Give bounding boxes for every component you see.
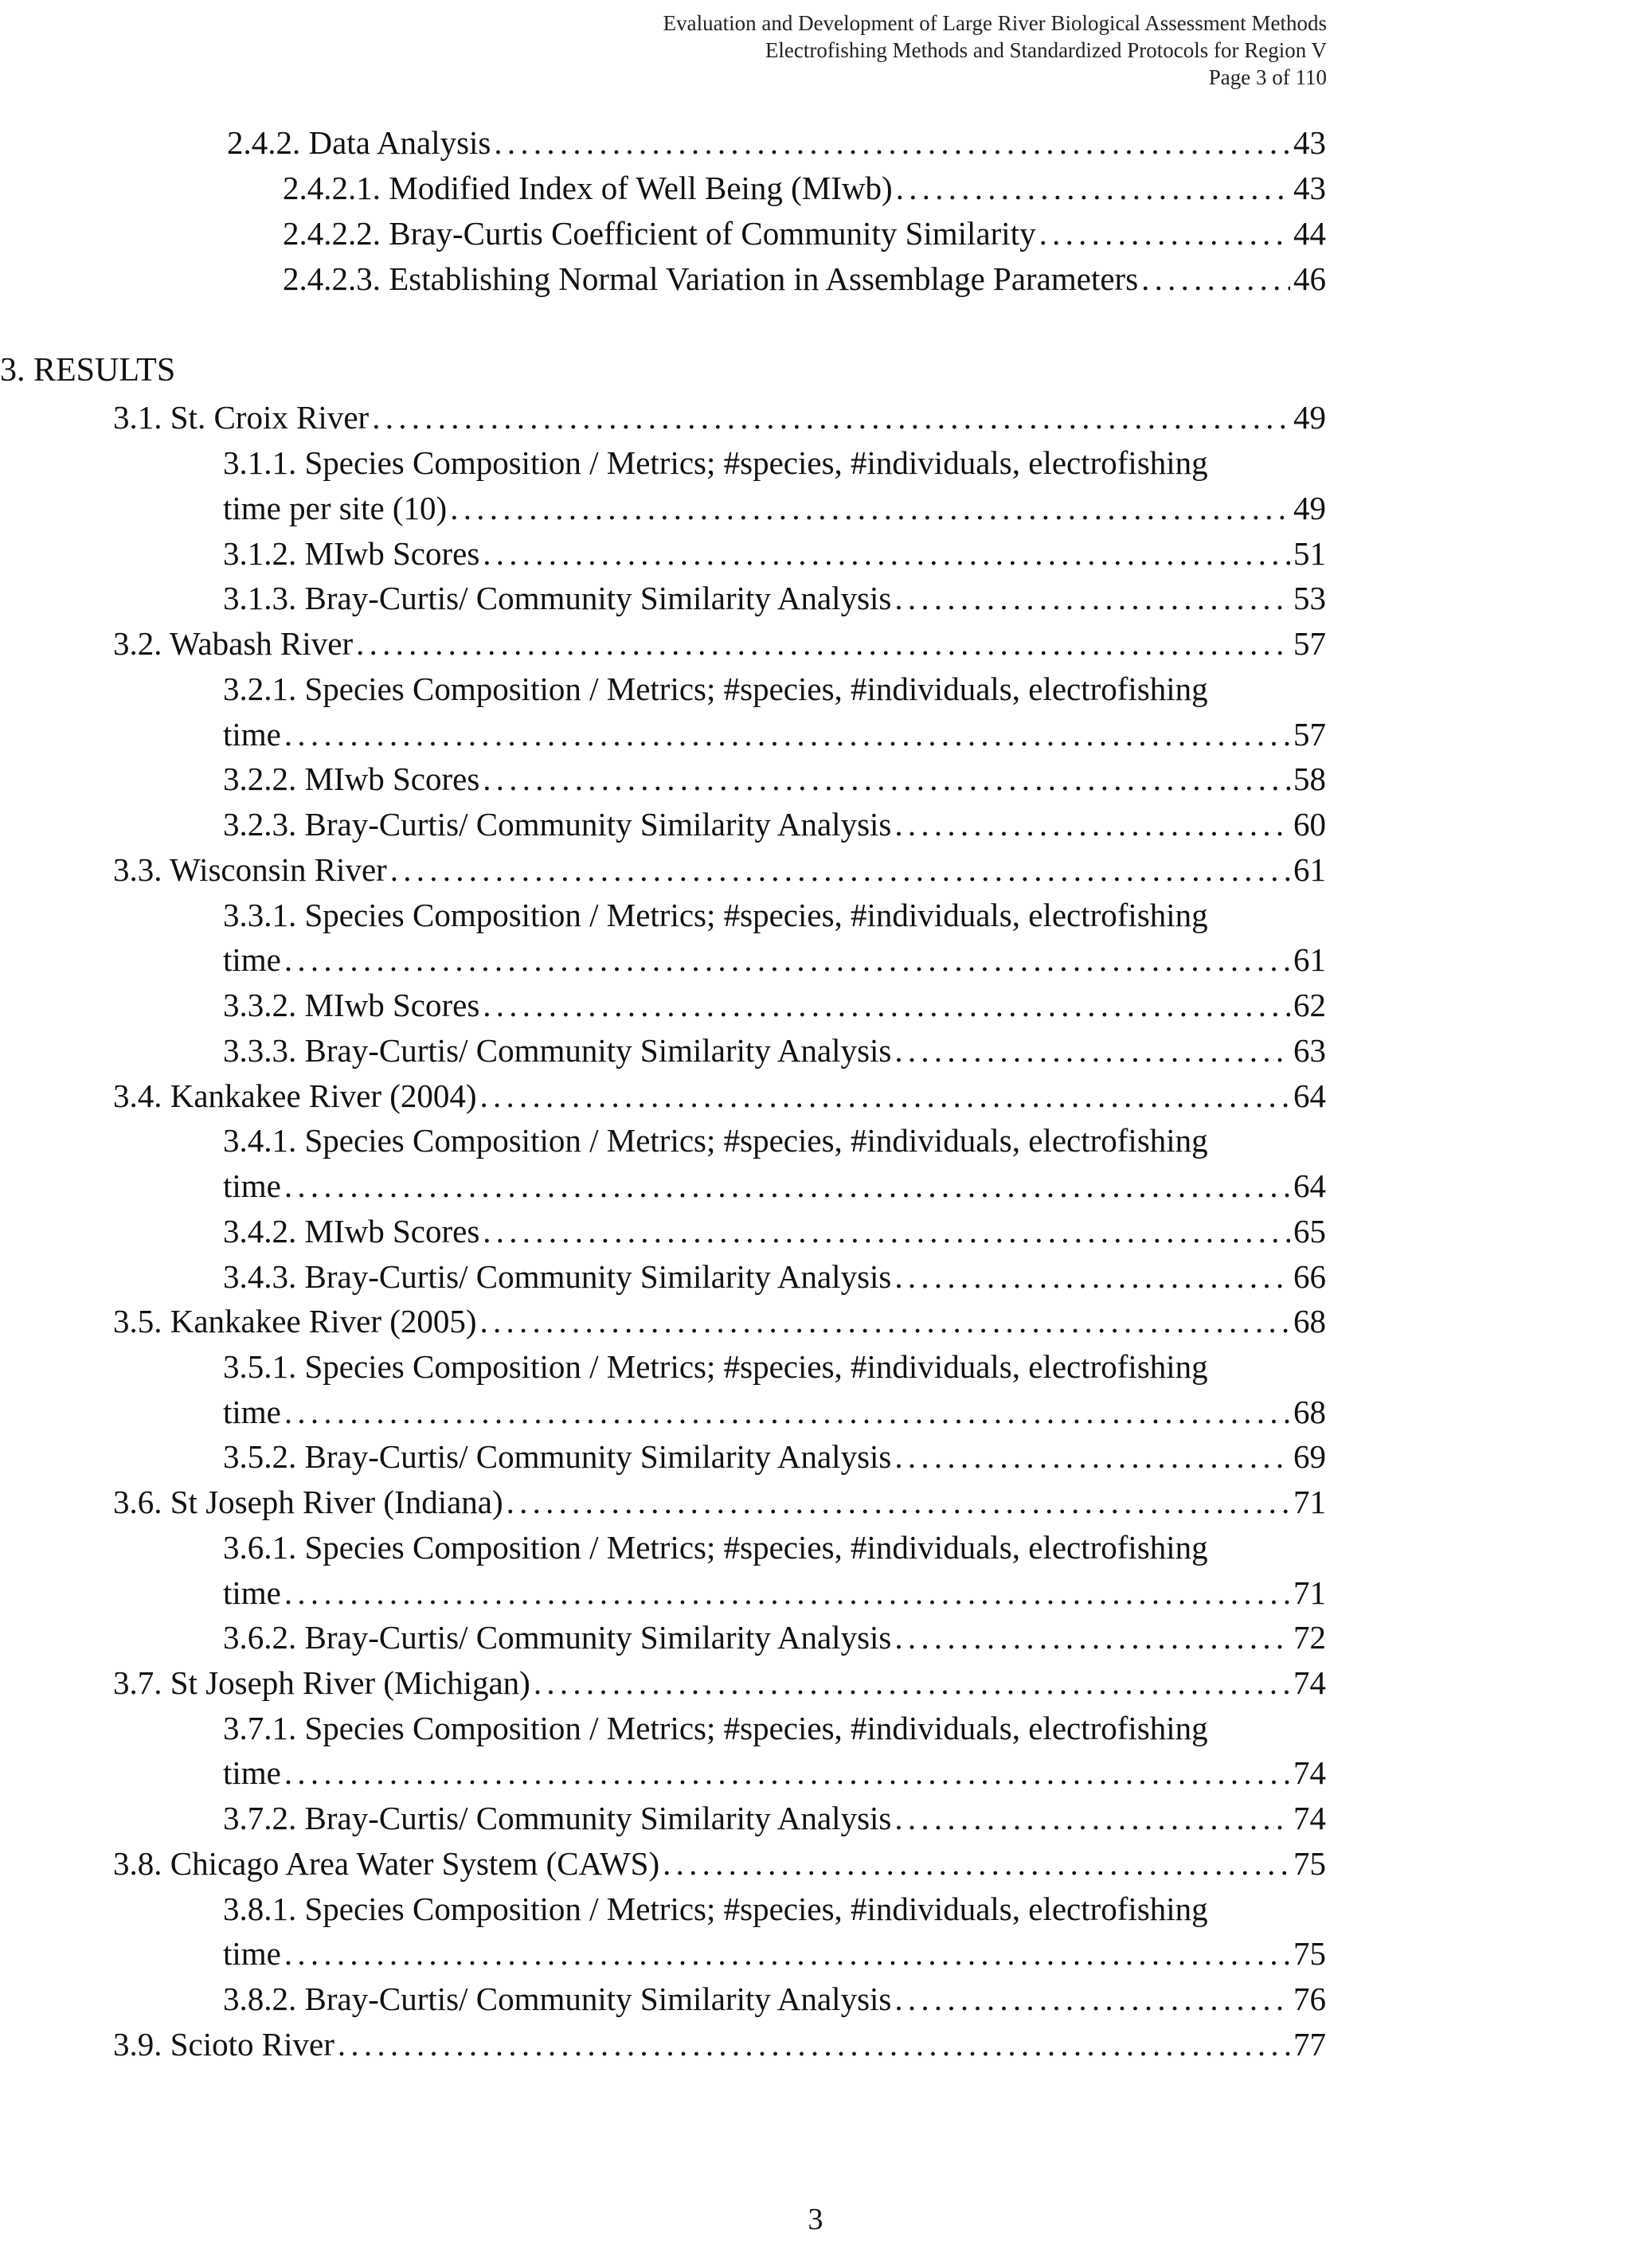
toc-entry-label: time bbox=[223, 1394, 281, 1430]
toc-dot-leader bbox=[284, 1750, 1290, 1795]
toc-entry-label: 3.3.3. Bray-Curtis/ Community Similarity Analysis bbox=[223, 1032, 892, 1069]
toc-entry-label: time bbox=[223, 1754, 281, 1791]
toc-entry-label: 3.6. St Joseph River (Indiana) bbox=[113, 1484, 503, 1520]
toc-entry-page: 61 bbox=[1293, 941, 1326, 978]
toc-entry-page: 76 bbox=[1293, 1981, 1326, 2017]
toc-entry-page: 69 bbox=[1293, 1438, 1326, 1475]
toc-entry-label: 3.4. Kankakee River (2004) bbox=[113, 1077, 477, 1114]
toc-entry[interactable] bbox=[227, 120, 1326, 165]
toc-dot-leader bbox=[507, 1480, 1290, 1524]
toc-entry-wrapped-line[interactable]: 3.1.1. Species Composition / Metrics; #species, #individuals, electrofishing bbox=[223, 444, 1208, 481]
toc-entry-page: 75 bbox=[1293, 1845, 1326, 1882]
toc-entry-page: 49 bbox=[1293, 490, 1326, 526]
toc-entry-page: 60 bbox=[1293, 806, 1326, 843]
toc-entry-page: 72 bbox=[1293, 1619, 1326, 1656]
toc-entry-label: 3.2. Wabash River bbox=[113, 625, 354, 662]
toc-dot-leader bbox=[663, 1841, 1290, 1886]
toc-entry-page: 49 bbox=[1293, 399, 1326, 436]
toc-entry[interactable] bbox=[223, 983, 1326, 1027]
toc-dot-leader bbox=[338, 2022, 1290, 2067]
toc-entry[interactable] bbox=[223, 531, 1326, 576]
toc-dot-leader bbox=[483, 757, 1290, 801]
toc-entry-page: 57 bbox=[1293, 716, 1326, 753]
toc-entry[interactable] bbox=[223, 712, 1326, 757]
toc-entry[interactable] bbox=[223, 757, 1326, 801]
toc-entry-label: 3.1.3. Bray-Curtis/ Community Similarity Analysis bbox=[223, 580, 892, 616]
toc-entry[interactable] bbox=[283, 211, 1326, 256]
toc-dot-leader bbox=[534, 1660, 1290, 1705]
toc-dot-leader bbox=[284, 1570, 1290, 1615]
toc-dot-leader bbox=[284, 1390, 1290, 1434]
toc-entry[interactable] bbox=[113, 1841, 1326, 1886]
toc-entry[interactable] bbox=[223, 1977, 1326, 2021]
toc-entry[interactable] bbox=[223, 1209, 1326, 1253]
toc-entry[interactable] bbox=[223, 576, 1326, 620]
toc-entry[interactable] bbox=[223, 1163, 1326, 1208]
toc-dot-leader bbox=[1141, 256, 1290, 301]
toc-entry-label: time per site (10) bbox=[223, 490, 448, 526]
toc-entry-page: 46 bbox=[1293, 260, 1326, 297]
toc-entry-page: 64 bbox=[1293, 1077, 1326, 1114]
toc-section-heading[interactable]: 3. RESULTS bbox=[0, 352, 176, 389]
header-page-indicator: Page 3 of 110 bbox=[1208, 65, 1327, 89]
toc-entry[interactable] bbox=[283, 256, 1326, 301]
toc-entry-page: 62 bbox=[1293, 987, 1326, 1023]
toc-entry-page: 43 bbox=[1293, 170, 1326, 206]
page-number: 3 bbox=[808, 2203, 823, 2236]
toc-entry[interactable] bbox=[113, 1660, 1326, 1705]
toc-entry-label: 3.3.2. MIwb Scores bbox=[223, 987, 480, 1023]
toc-entry-label: 2.4.2.2. Bray-Curtis Coefficient of Community Similarity bbox=[283, 215, 1036, 252]
toc-dot-leader bbox=[894, 1796, 1290, 1840]
toc-entry[interactable] bbox=[113, 621, 1326, 666]
toc-entry[interactable] bbox=[223, 1796, 1326, 1840]
toc-entry-label: 3.7.2. Bray-Curtis/ Community Similarity Analysis bbox=[223, 1800, 892, 1836]
header-report-subtitle: Electrofishing Methods and Standardized Protocols for Region V bbox=[765, 38, 1327, 62]
toc-entry-label: 2.4.2.3. Establishing Normal Variation in Assemblage Parameters bbox=[283, 260, 1139, 297]
toc-entry-page: 61 bbox=[1293, 851, 1326, 888]
toc-entry-label: time bbox=[223, 1574, 281, 1611]
toc-dot-leader bbox=[894, 1254, 1290, 1299]
toc-dot-leader bbox=[1039, 211, 1290, 256]
toc-entry-page: 75 bbox=[1293, 1935, 1326, 1972]
toc-dot-leader bbox=[372, 395, 1290, 440]
toc-entry-label: 3.1.2. MIwb Scores bbox=[223, 535, 480, 572]
toc-entry[interactable] bbox=[223, 802, 1326, 847]
toc-dot-leader bbox=[284, 1163, 1290, 1208]
toc-entry[interactable] bbox=[113, 395, 1326, 440]
toc-entry-page: 65 bbox=[1293, 1213, 1326, 1249]
toc-entry[interactable] bbox=[223, 486, 1326, 530]
toc-dot-leader bbox=[480, 1299, 1290, 1343]
toc-entry[interactable] bbox=[113, 1480, 1326, 1524]
toc-entry-page: 64 bbox=[1293, 1167, 1326, 1204]
toc-entry-label: 3.4.3. Bray-Curtis/ Community Similarity Analysis bbox=[223, 1258, 892, 1295]
toc-entry-label: time bbox=[223, 941, 281, 978]
toc-entry-wrapped-line[interactable]: 3.7.1. Species Composition / Metrics; #species, #individuals, electrofishing bbox=[223, 1710, 1208, 1746]
toc-entry-page: 74 bbox=[1293, 1754, 1326, 1791]
toc-entry-label: 3.8.2. Bray-Curtis/ Community Similarity Analysis bbox=[223, 1981, 892, 2017]
toc-entry[interactable] bbox=[223, 1570, 1326, 1615]
toc-entry-page: 66 bbox=[1293, 1258, 1326, 1295]
toc-entry-page: 71 bbox=[1293, 1484, 1326, 1520]
toc-entry-label: 3.7. St Joseph River (Michigan) bbox=[113, 1664, 530, 1701]
toc-dot-leader bbox=[894, 1028, 1290, 1073]
toc-entry[interactable] bbox=[223, 1615, 1326, 1660]
toc-entry-label: 3.2.3. Bray-Curtis/ Community Similarity Analysis bbox=[223, 806, 892, 843]
toc-entry-page: 74 bbox=[1293, 1800, 1326, 1836]
toc-dot-leader bbox=[284, 1931, 1290, 1976]
toc-entry-label: 3.4.2. MIwb Scores bbox=[223, 1213, 480, 1249]
toc-entry-label: 3.6.2. Bray-Curtis/ Community Similarity Analysis bbox=[223, 1619, 892, 1656]
toc-dot-leader bbox=[894, 1977, 1290, 2021]
toc-entry-page: 53 bbox=[1293, 580, 1326, 616]
toc-dot-leader bbox=[356, 621, 1290, 666]
toc-entry[interactable] bbox=[113, 1299, 1326, 1343]
toc-dot-leader bbox=[894, 802, 1290, 847]
toc-entry-wrapped-line[interactable]: 3.2.1. Species Composition / Metrics; #species, #individuals, electrofishing bbox=[223, 671, 1208, 707]
toc-dot-leader bbox=[894, 1434, 1290, 1479]
toc-entry-label: 3.3. Wisconsin River bbox=[113, 851, 387, 888]
toc-entry-label: 3.5.2. Bray-Curtis/ Community Similarity Analysis bbox=[223, 1438, 892, 1475]
toc-dot-leader bbox=[483, 531, 1290, 576]
toc-entry-page: 77 bbox=[1293, 2026, 1326, 2063]
toc-entry[interactable] bbox=[223, 1028, 1326, 1073]
toc-entry-page: 68 bbox=[1293, 1303, 1326, 1339]
toc-entry-label: 2.4.2. Data Analysis bbox=[227, 124, 491, 161]
toc-entry-label: 3.2.2. MIwb Scores bbox=[223, 761, 480, 797]
toc-dot-leader bbox=[390, 847, 1290, 892]
toc-entry-wrapped-line[interactable]: 3.6.1. Species Composition / Metrics; #species, #individuals, electrofishing bbox=[223, 1529, 1208, 1566]
toc-entry[interactable] bbox=[223, 1434, 1326, 1479]
toc-dot-leader bbox=[284, 937, 1290, 982]
toc-entry[interactable] bbox=[223, 1390, 1326, 1434]
toc-dot-leader bbox=[450, 486, 1290, 530]
toc-entry-page: 71 bbox=[1293, 1574, 1326, 1611]
toc-dot-leader bbox=[894, 1615, 1290, 1660]
toc-entry-label: time bbox=[223, 1935, 281, 1972]
toc-entry-label: 3.5. Kankakee River (2005) bbox=[113, 1303, 477, 1339]
toc-entry[interactable] bbox=[283, 166, 1326, 210]
toc-entry[interactable] bbox=[223, 1931, 1326, 1976]
toc-entry-label: time bbox=[223, 1167, 281, 1204]
header-report-title: Evaluation and Development of Large River Biological Assessment Methods bbox=[663, 11, 1327, 35]
toc-entry-page: 68 bbox=[1293, 1394, 1326, 1430]
toc-entry-page: 44 bbox=[1293, 215, 1326, 252]
toc-dot-leader bbox=[483, 1209, 1290, 1253]
toc-entry-page: 57 bbox=[1293, 625, 1326, 662]
toc-entry[interactable] bbox=[223, 1750, 1326, 1795]
toc-entry-label: 3.1. St. Croix River bbox=[113, 399, 370, 436]
toc-entry[interactable] bbox=[113, 847, 1326, 892]
toc-dot-leader bbox=[480, 1073, 1290, 1118]
toc-entry-wrapped-line[interactable]: 3.8.1. Species Composition / Metrics; #species, #individuals, electrofishing bbox=[223, 1891, 1208, 1927]
toc-entry[interactable] bbox=[113, 2022, 1326, 2067]
toc-entry-page: 74 bbox=[1293, 1664, 1326, 1701]
toc-dot-leader bbox=[896, 166, 1290, 210]
toc-entry-page: 58 bbox=[1293, 761, 1326, 797]
toc-dot-leader bbox=[284, 712, 1290, 757]
toc-entry-label: 2.4.2.1. Modified Index of Well Being (MIwb) bbox=[283, 170, 893, 206]
toc-entry-wrapped-line[interactable]: 3.5.1. Species Composition / Metrics; #species, #individuals, electrofishing bbox=[223, 1348, 1208, 1385]
toc-entry[interactable] bbox=[223, 1254, 1326, 1299]
toc-dot-leader bbox=[894, 576, 1290, 620]
toc-entry-wrapped-line[interactable]: 3.4.1. Species Composition / Metrics; #species, #individuals, electrofishing bbox=[223, 1122, 1208, 1159]
toc-entry-page: 51 bbox=[1293, 535, 1326, 572]
toc-entry[interactable] bbox=[223, 937, 1326, 982]
toc-entry[interactable] bbox=[113, 1073, 1326, 1118]
toc-entry-page: 43 bbox=[1293, 124, 1326, 161]
toc-entry-wrapped-line[interactable]: 3.3.1. Species Composition / Metrics; #species, #individuals, electrofishing bbox=[223, 897, 1208, 933]
toc-entry-page: 63 bbox=[1293, 1032, 1326, 1069]
toc-entry-label: time bbox=[223, 716, 281, 753]
toc-entry-label: 3.8. Chicago Area Water System (CAWS) bbox=[113, 1845, 660, 1882]
toc-entry-label: 3.9. Scioto River bbox=[113, 2026, 334, 2063]
toc-dot-leader bbox=[483, 983, 1290, 1027]
toc-dot-leader bbox=[494, 120, 1290, 165]
